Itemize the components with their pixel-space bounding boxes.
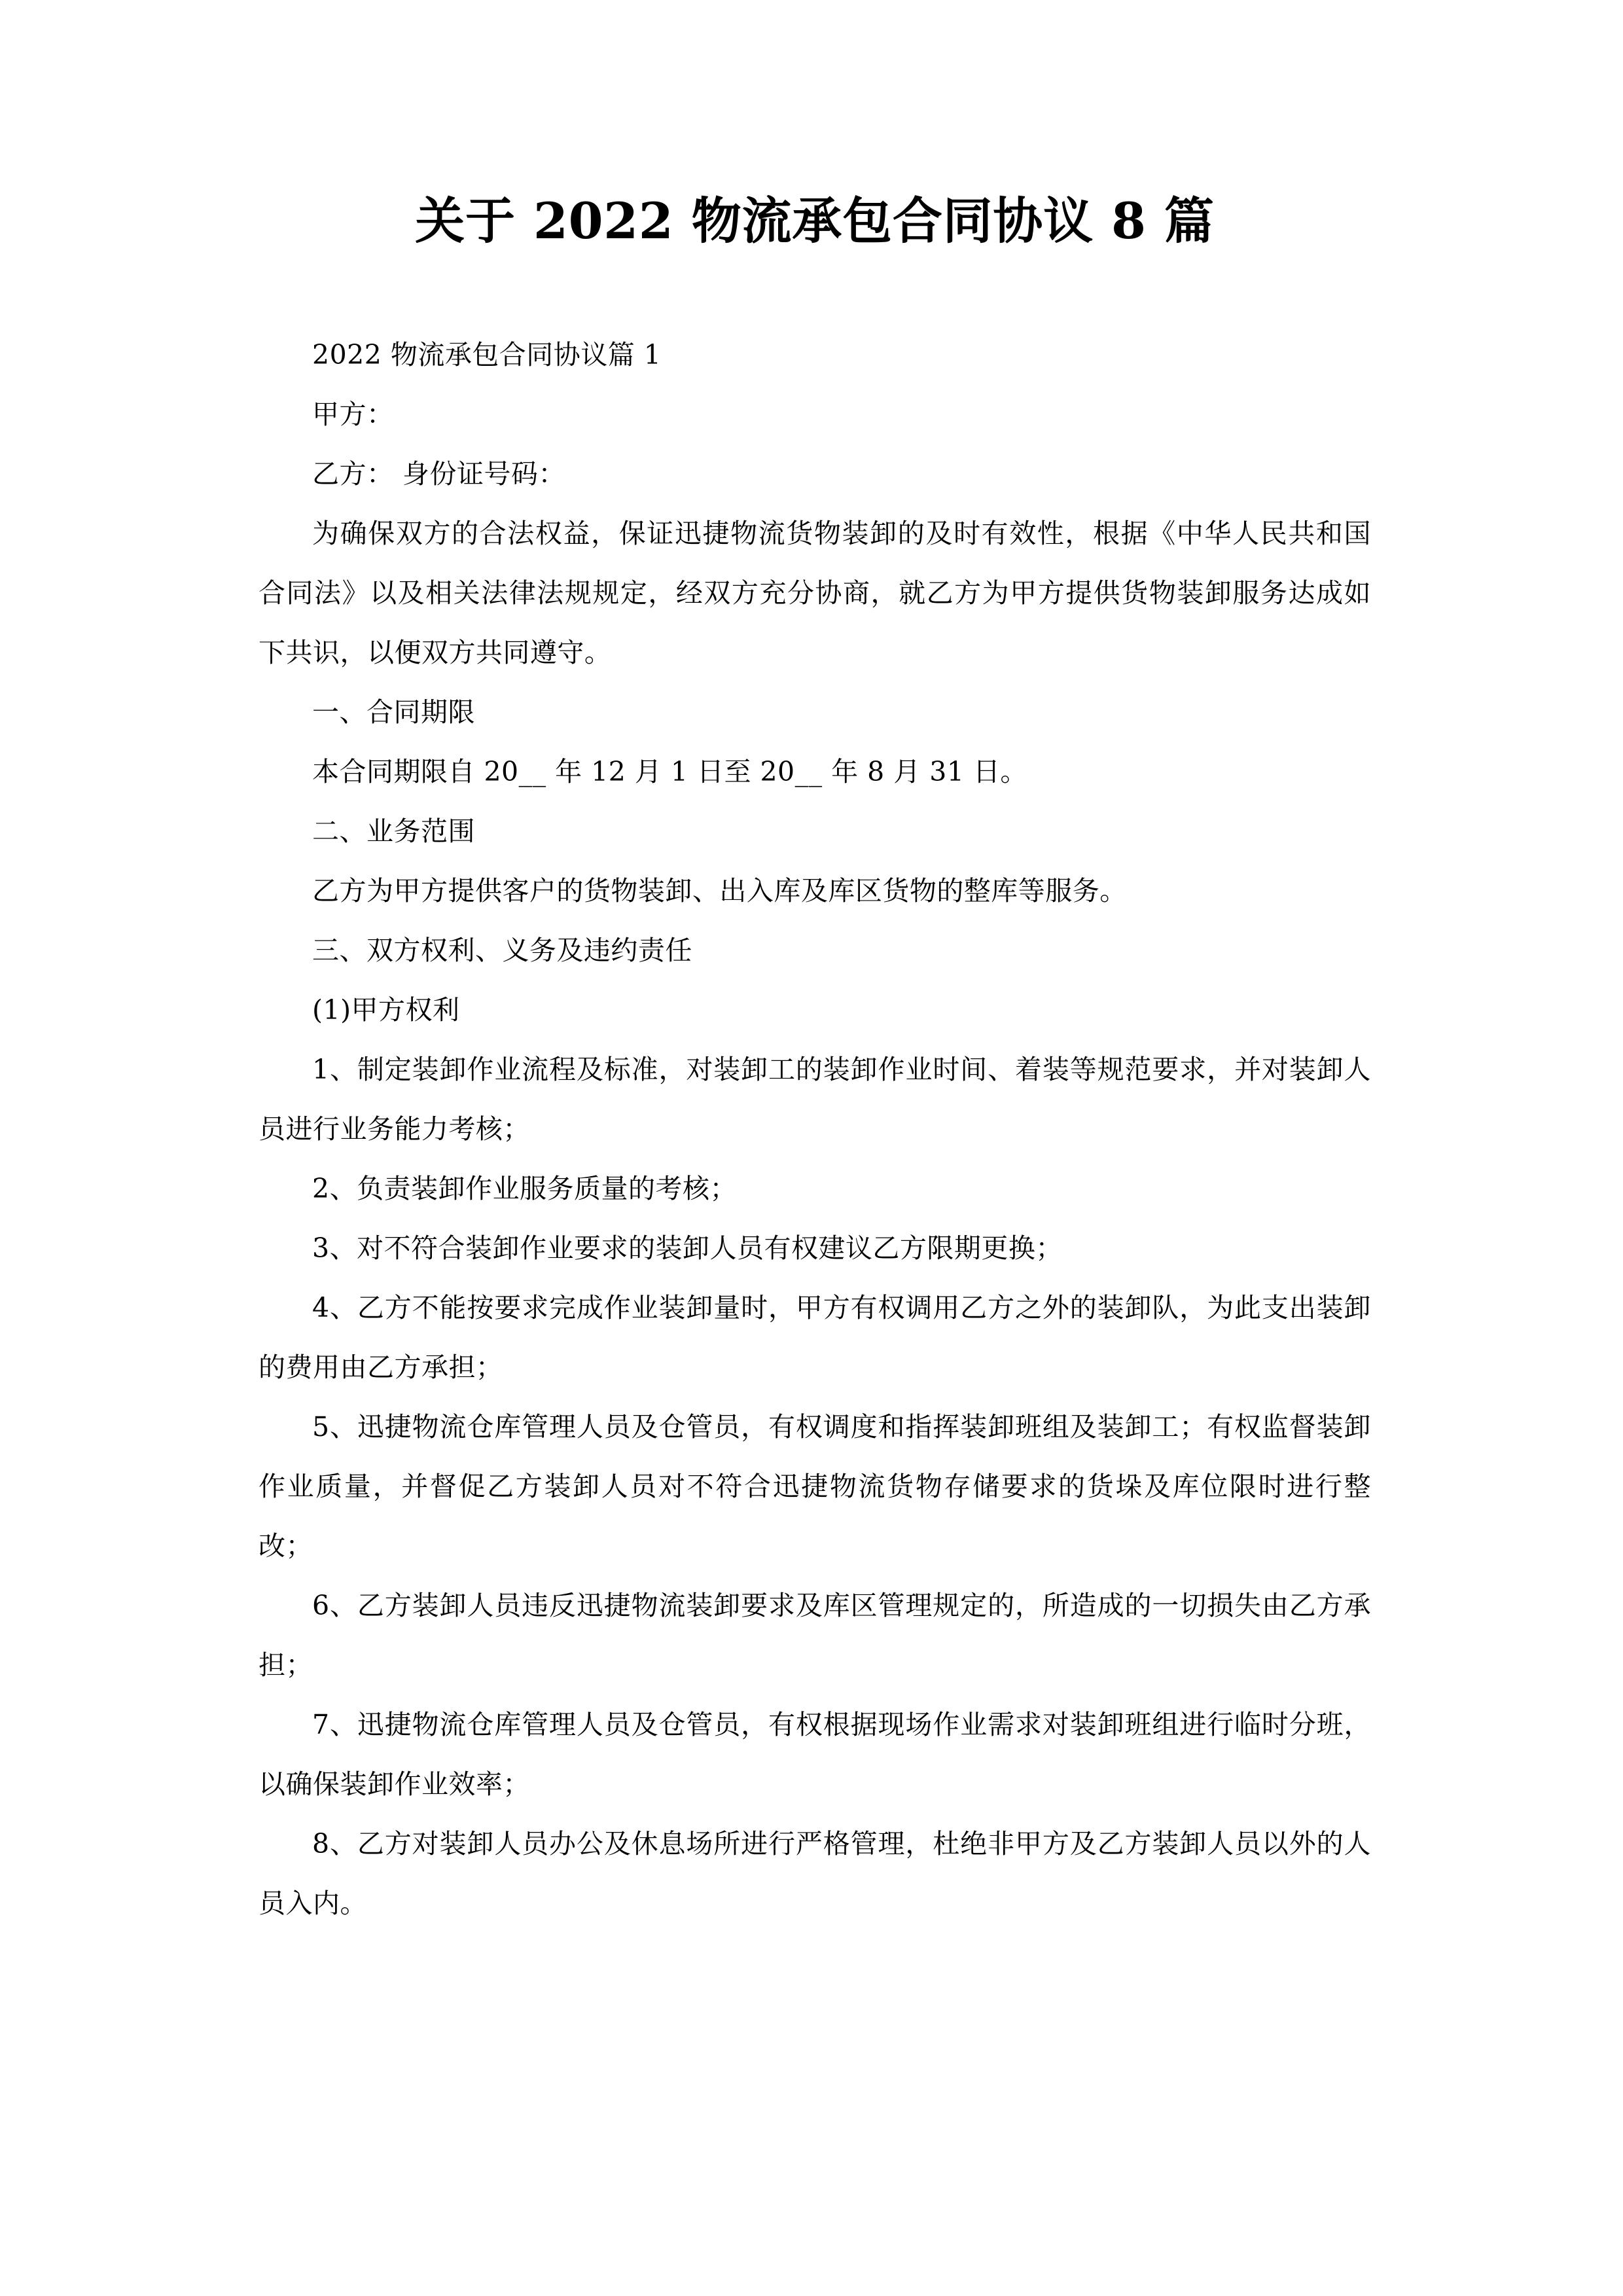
- clause-item-7: 7、迅捷物流仓库管理人员及仓管员，有权根据现场作业需求对装卸班组进行临时分班，以确保装卸作业效率；: [259, 1709, 1371, 1800]
- article-subheading: 2022 物流承包合同协议篇 1: [312, 339, 662, 370]
- clause-item-6: 6、乙方装卸人员违反迅捷物流装卸要求及库区管理规定的，所造成的一切损失由乙方承担；: [259, 1590, 1371, 1681]
- preamble-paragraph: 为确保双方的合法权益，保证迅捷物流货物装卸的及时有效性，根据《中华人民共和国合同法》以及相关法律法规规定，经双方充分协商，就乙方为甲方提供货物装卸服务达成如下共识，以便双方共同遵守。: [259, 518, 1371, 668]
- section-1-heading: 一、合同期限: [312, 696, 475, 728]
- clause-item-8: 8、乙方对装卸人员办公及休息场所进行严格管理，杜绝非甲方及乙方装卸人员以外的人员入内。: [259, 1828, 1371, 1919]
- clause-item-1: 1、制定装卸作业流程及标准，对装卸工的装卸作业时间、着装等规范要求，并对装卸人员进行业务能力考核；: [259, 1054, 1371, 1145]
- section-3-subheading: (1)甲方权利: [312, 994, 460, 1026]
- document-body: [259, 325, 1371, 1933]
- clause-item-4: 4、乙方不能按要求完成作业装卸量时，甲方有权调用乙方之外的装卸队，为此支出装卸的费用由乙方承担；: [259, 1292, 1371, 1383]
- clause-item-3: 3、对不符合装卸作业要求的装卸人员有权建议乙方限期更换；: [312, 1232, 1063, 1264]
- party-b-label: 乙方： 身份证号码：: [312, 458, 565, 490]
- section-1-body: 本合同期限自 20__ 年 12 月 1 日至 20__ 年 8 月 31 日。: [312, 756, 1027, 787]
- clause-item-5: 5、迅捷物流仓库管理人员及仓管员，有权调度和指挥装卸班组及装卸工；有权监督装卸作业质量，并督促乙方装卸人员对不符合迅捷物流货物存储要求的货垛及库位限时进行整改；: [259, 1411, 1371, 1562]
- section-2-body: 乙方为甲方提供客户的货物装卸、出入库及库区货物的整库等服务。: [312, 875, 1127, 906]
- clause-item-2: 2、负责装卸作业服务质量的考核；: [312, 1173, 737, 1204]
- party-a-label: 甲方：: [312, 399, 394, 430]
- document-content: [259, 0, 1371, 1933]
- section-2-heading: 二、业务范围: [312, 816, 475, 847]
- section-3-heading: 三、双方权利、义务及违约责任: [312, 935, 692, 966]
- page-title: 关于 2022 物流承包合同协议 8 篇: [415, 192, 1215, 250]
